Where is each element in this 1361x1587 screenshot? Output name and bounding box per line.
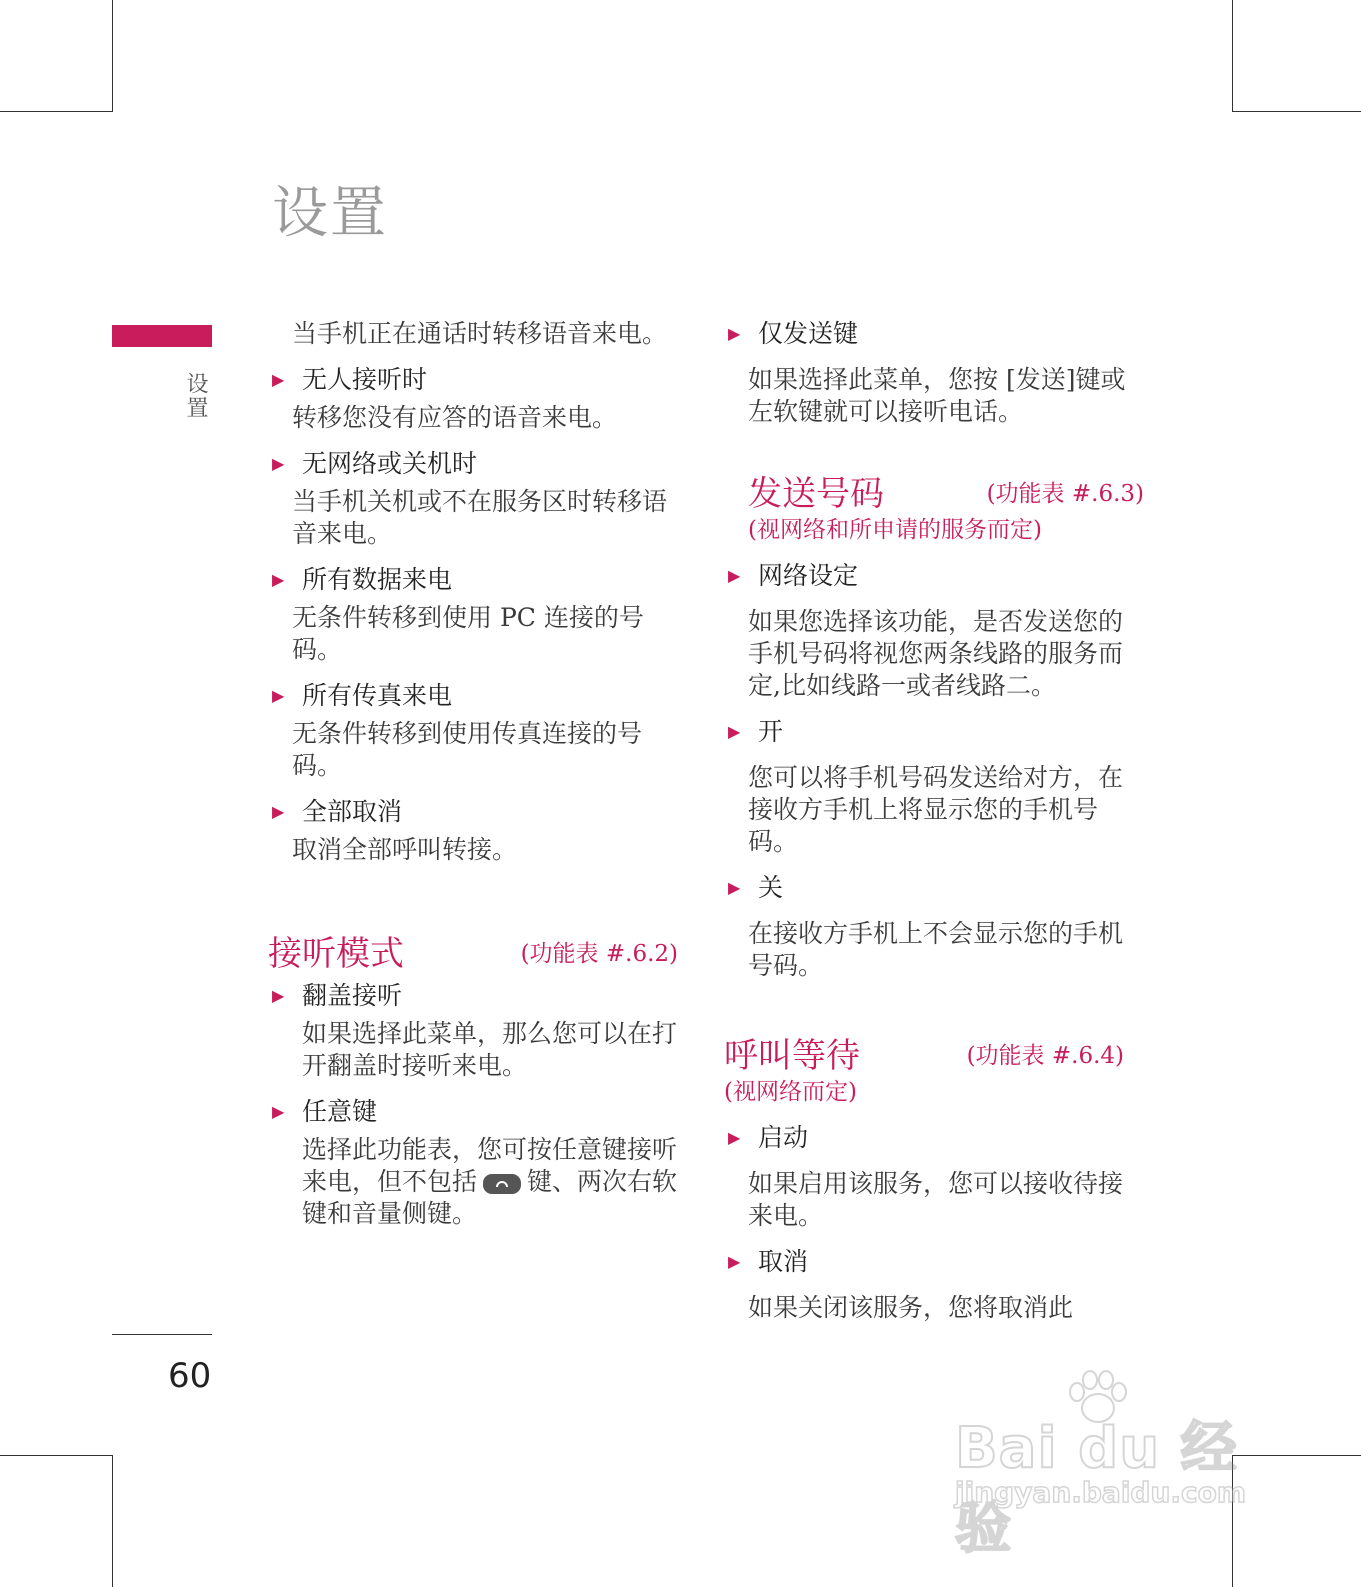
triangle-bullet-icon: ▶ (272, 570, 285, 589)
crop-mark (112, 0, 113, 112)
item-desc: 转移您没有应答的语音来电。 (292, 403, 618, 432)
item-desc: 如果关闭该服务，您将取消此 (748, 1293, 1074, 1322)
triangle-bullet-icon: ▶ (272, 1102, 285, 1121)
crop-mark (1232, 111, 1361, 112)
item-label: 所有传真来电 (302, 681, 453, 710)
section-title: 呼叫等待 (724, 1036, 860, 1076)
section-header-send-number (724, 474, 1144, 514)
item-label: 所有数据来电 (302, 565, 453, 594)
list-item (268, 448, 678, 480)
triangle-bullet-icon: ▶ (728, 324, 741, 343)
item-desc-part: 选择此功能表，您可按任意键接听来电，但不包括 (302, 1135, 678, 1196)
list-item (724, 1246, 1144, 1278)
menu-reference: (功能表 #.6.2) (520, 941, 678, 967)
item-desc: 无条件转移到使用传真连接的号码。 (292, 719, 643, 780)
triangle-bullet-icon: ▶ (272, 370, 285, 389)
section-title: 接听模式 (268, 934, 404, 974)
item-label: 关 (758, 873, 784, 902)
section-header-call-waiting (724, 1036, 1144, 1076)
end-call-key-icon (483, 1174, 521, 1194)
intro-text: 当手机正在通话时转移语音来电。 (292, 319, 668, 348)
triangle-bullet-icon: ▶ (728, 1128, 741, 1147)
triangle-bullet-icon: ▶ (272, 686, 285, 705)
section-header-answer-mode (268, 934, 678, 974)
item-desc: 无条件转移到使用 PC 连接的号码。 (292, 603, 644, 664)
item-desc-part: 键、两次右软键和音量侧键。 (302, 1167, 678, 1228)
list-item (268, 564, 678, 596)
section-tab-marker (112, 325, 212, 347)
item-desc: 在接收方手机上不会显示您的手机号码。 (748, 919, 1124, 980)
item-desc: 取消全部呼叫转接。 (292, 835, 518, 864)
item-label: 无网络或关机时 (302, 449, 478, 478)
triangle-bullet-icon: ▶ (272, 802, 285, 821)
item-label: 无人接听时 (302, 365, 428, 394)
triangle-bullet-icon: ▶ (728, 566, 741, 585)
triangle-bullet-icon: ▶ (272, 454, 285, 473)
item-desc: 如果选择此菜单，您按 [发送]键或左软键就可以接听电话。 (748, 365, 1126, 426)
item-desc (268, 1134, 678, 1230)
item-desc: 如果选择此菜单，那么您可以在打开翻盖时接听来电。 (302, 1019, 678, 1080)
left-column (268, 318, 678, 1230)
list-item (724, 318, 1144, 350)
item-desc: 您可以将手机号码发送给对方，在接收方手机上将显示您的手机号码。 (748, 763, 1124, 856)
item-label: 取消 (758, 1247, 809, 1276)
crop-mark (1232, 0, 1233, 112)
page-number-rule (112, 1334, 212, 1335)
watermark-url: jingyan.baidu.com (955, 1476, 1247, 1509)
crop-mark (112, 1455, 113, 1587)
crop-mark (0, 1455, 113, 1456)
section-title: 发送号码 (748, 474, 884, 514)
item-label: 开 (758, 717, 784, 746)
list-item (268, 980, 678, 1012)
item-label: 启动 (758, 1123, 809, 1152)
list-item (268, 364, 678, 396)
menu-reference: (功能表 #.6.4) (966, 1043, 1124, 1069)
list-item (724, 560, 1144, 592)
baidu-watermark (955, 1368, 1265, 1561)
section-subtitle: (视网络而定) (724, 1079, 857, 1105)
list-item (724, 716, 1144, 748)
item-desc: 如果启用该服务，您可以接收待接来电。 (748, 1169, 1124, 1230)
item-label: 仅发送键 (758, 319, 859, 348)
crop-mark (0, 111, 113, 112)
list-item (268, 1096, 678, 1128)
triangle-bullet-icon: ▶ (728, 878, 741, 897)
triangle-bullet-icon: ▶ (728, 1252, 741, 1271)
side-section-label: 设置 (183, 372, 208, 420)
menu-reference: (功能表 #.6.3) (986, 481, 1144, 507)
item-desc: 当手机关机或不在服务区时转移语音来电。 (292, 487, 668, 548)
item-label: 网络设定 (758, 561, 859, 590)
page-title: 设置 (272, 181, 388, 246)
item-label: 翻盖接听 (302, 981, 403, 1010)
list-item (268, 680, 678, 712)
section-subtitle: (视网络和所申请的服务而定) (748, 517, 1042, 543)
triangle-bullet-icon: ▶ (272, 986, 285, 1005)
item-desc: 如果您选择该功能，是否发送您的手机号码将视您两条线路的服务而定,比如线路一或者线路二。 (748, 607, 1124, 700)
right-column (724, 318, 1144, 1324)
item-label: 全部取消 (302, 797, 403, 826)
list-item (268, 796, 678, 828)
list-item (724, 872, 1144, 904)
watermark-brand: Bai du 经验 (955, 1416, 1238, 1561)
item-label: 任意键 (302, 1097, 378, 1126)
list-item (724, 1122, 1144, 1154)
triangle-bullet-icon: ▶ (728, 722, 741, 741)
page-number: 60 (168, 1356, 212, 1396)
